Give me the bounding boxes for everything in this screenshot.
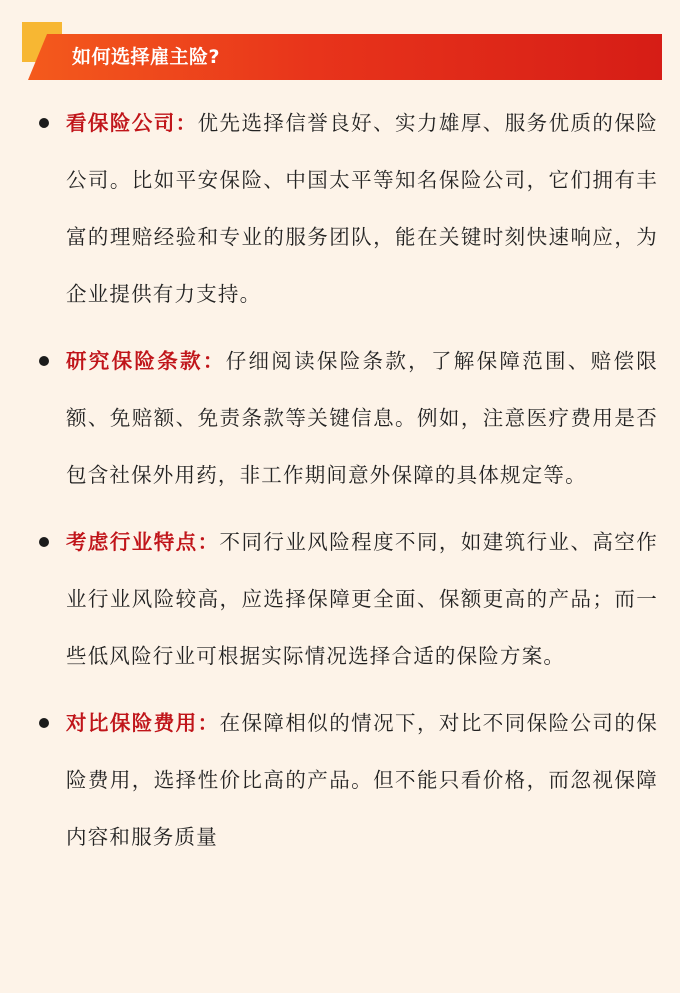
item-description: 不同行业风险程度不同，如建筑行业、高空作业行业风险较高，应选择保障更全面、保额更高的产品；而一些低风险行业可根据实际情况选择合适的保险方案。 — [66, 530, 658, 668]
item-text — [66, 695, 658, 866]
bullet-icon — [39, 537, 49, 547]
section-header — [22, 22, 662, 84]
item-term: 考虑行业特点： — [66, 530, 220, 554]
list-item — [0, 514, 680, 685]
tips-list — [0, 95, 680, 876]
bullet-icon — [39, 356, 49, 366]
list-item — [0, 695, 680, 866]
item-term: 研究保险条款： — [66, 349, 226, 373]
item-term: 看保险公司： — [66, 111, 198, 135]
item-description: 在保障相似的情况下，对比不同保险公司的保险费用，选择性价比高的产品。但不能只看价格，而忽视保障内容和服务质量 — [66, 711, 658, 849]
item-text — [66, 514, 658, 685]
bullet-icon — [39, 718, 49, 728]
item-text — [66, 333, 658, 504]
item-description: 优先选择信誉良好、实力雄厚、服务优质的保险公司。比如平安保险、中国太平等知名保险公司，它们拥有丰富的理赔经验和专业的服务团队，能在关键时刻快速响应，为企业提供有力支持。 — [66, 111, 658, 306]
item-text — [66, 95, 658, 323]
section-title: 如何选择雇主险? — [72, 46, 221, 68]
bullet-icon — [39, 118, 49, 128]
item-description: 仔细阅读保险条款，了解保障范围、赔偿限额、免赔额、免责条款等关键信息。例如，注意医疗费用是否包含社保外用药，非工作期间意外保障的具体规定等。 — [66, 349, 658, 487]
list-item — [0, 95, 680, 323]
list-item — [0, 333, 680, 504]
item-term: 对比保险费用： — [66, 711, 220, 735]
